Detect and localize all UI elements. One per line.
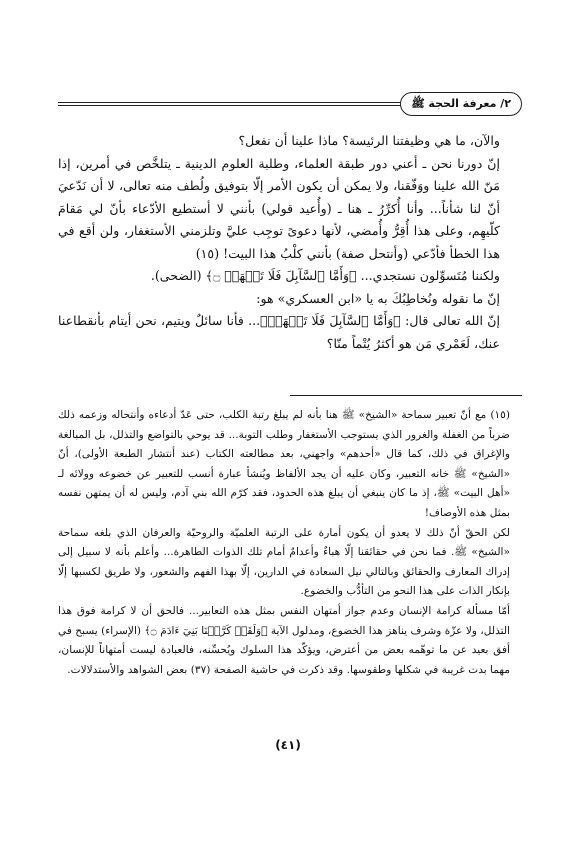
page-number: (٤١) bbox=[275, 738, 301, 752]
footnote-15-closing: أمّا مسألة كرامة الإنسان وعدم جواز أمتهان النفس بمثل هذه التعابير... فالحق أن لا كرامة فوق هذا التذلل، ولا عزّة وشرف يناهز هذا الخضوع، ومدلول الآية ﴿وَلَقَدۡ كَرَّمۡنَا بَنِيٓ ءَادَمَ ۝﴾ (الإسراء) يسبح في أفق بعيد عن ما توهّمه بعض من أعترض، ويؤكّد هذا السلوك ويُحسِّنه، فالعبادة ليست أمتهاناً للإنسان، مهما بدت غريبة في شكلها وطقوسها. وقد ذكرت في حاشية الصفحة (٣٧) بعض الشواهد والأستدلالات. bbox=[58, 604, 510, 676]
header-rule-thin bbox=[58, 105, 402, 106]
paragraph-5: إنّ الله تعالى قال: ﴿وَأَمَّا ٱلسَّآبِلَ فَلَا تَنۡهَرۡ﴾... فأنا سائلٌ ويتيم، نحن أيتام بأنقطاعنا عنك، لَعَمْري مَن هو أكثرُ يُتْماً منّا؟ bbox=[58, 313, 500, 351]
paragraph-4: إنّ ما نقوله ونُخاطِبُكَ به يا «ابن العسكري» هو: bbox=[256, 290, 500, 306]
footnote-15-continued: لكن الحقّ أنّ ذلك لا يعدو أن يكون أمارة على الرتبة العلميّة والروحيّة والعرفان الذي بلغه سماحة «الشيخ» ﷺ. فما نحن في حقائقنا إلّا هباءٌ وأعدامٌ أمام تلك الذوات الطاهرة... وأعلم بأنه لا سبيل إلى إدراك المعارف والحقائق وبالتالي نيل السعادة في الدارين، إلّا بهذا الفهم والشعور، ولا طريق لكسبها إلّا بإنكار الذات على هذا النحو من التأدُّب والخضوع. bbox=[58, 526, 510, 598]
running-title: ٢/ معرفة الحجة ﷺ bbox=[400, 92, 522, 116]
running-header bbox=[58, 92, 522, 118]
header-rule bbox=[58, 102, 402, 103]
main-text bbox=[58, 130, 522, 355]
paragraph-1: والآن، ما هي وظيفتنا الرئيسة؟ ماذا علينا أن نفعل؟ bbox=[238, 133, 500, 148]
footnote-separator bbox=[290, 395, 522, 396]
paragraph-2: إنّ دورنا نحن ـ أعني دور طبقة العلماء، وطلبة العلوم الدينية ـ يتلخَّص في أمرين، إذا مَنّ الله علينا ووَفّقنا، ولا يمكن أن يكون الأمر إلّا بتوفيق ولُطف منه تعالى، لا أن نَدّعيَ أنّ لنا شأناً... وأنا أُكرِّرُ ـ هنا ـ (وأُعيد قولي) بأنني لا أستطيع الأدّعاء بأنّ لي مَقامَ كلّيهِم، وعلى هذا أُقِرُّ وأُمضي، لأنها دعوىً توجِب عليَّ وتلزمني الأستغفار، ولن أقع في هذا الخطأ فأدّعي (وأنتحل صفة) بأنني كلْبُ هذا البيت! (١٥) bbox=[58, 155, 500, 261]
footnotes bbox=[58, 406, 522, 680]
footnote-15: (١٥) مع أنّ تعبير سماحة «الشيخ» ﷺ هنا بأنه لم يبلغ رتبة الكلب، حتى عَدّ أدعاءه وأنتحاله وزعمه ذلك ضرباً من الغفلة والغرور الذي يستوجب الأستغفار وطلب التوبة... قد يوحي بالتواضع والتذلل، بل المبالغة والإغراق في ذلك، كما قال «أحدهم» واجهني، بعد مطالعته الكتاب (عند أنتشار الطبعة الأولى)، أنّ «الشيخ» ﷺ خانه التعبير، وكان عليه أن يجد الألفاظ ويُنشأ عبارة أنسب للتعبير عن خضوعه وولائه لـ «أهل البيت» ﷺ، إذ ما كان ينبغي أن يبلغ هذه الحدود، فقد كرّم الله بني آدم، وليس له أن يمتهن نفسه بمثل هذه الأوصاف! bbox=[58, 409, 510, 519]
paragraph-3: ولكننا مُتَسوِّلون نستجدي... ﴿وَأَمَّا ٱلسَّآبِلَ فَلَا تَنۡهَرۡ ۝﴾ (الضحى). bbox=[150, 268, 500, 283]
